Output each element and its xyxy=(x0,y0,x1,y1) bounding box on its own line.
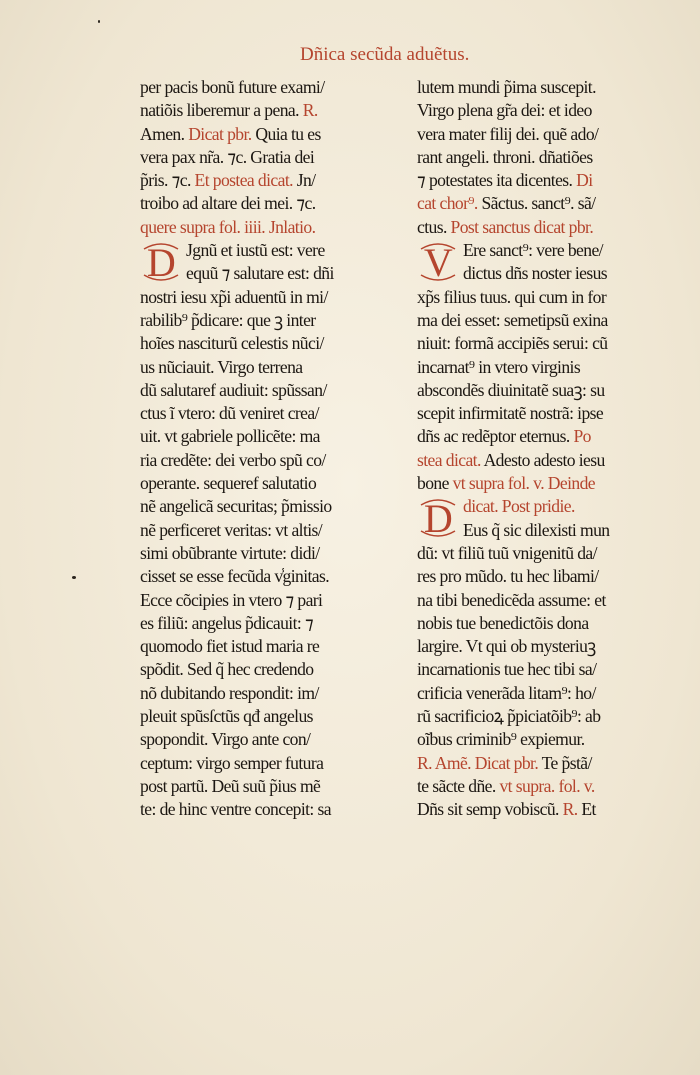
body-text: incarnationis tue hec tibi sa/ xyxy=(417,659,597,680)
body-text: nostri iesu xp̃i aduentũ in mi/ xyxy=(140,286,328,307)
body-text: simi obũbrante virtute: didi/ xyxy=(140,542,320,563)
text-line xyxy=(417,123,679,146)
body-text: Adesto adesto iesu xyxy=(483,449,605,470)
text-line xyxy=(417,286,679,309)
text-line xyxy=(417,542,679,565)
ink-speck xyxy=(98,20,100,23)
body-text: scepit infirmitatẽ nostrã: ipse xyxy=(417,403,604,424)
body-text: Et xyxy=(581,799,596,820)
text-line xyxy=(140,356,402,379)
body-text: Sãctus. sanct⁹. sã/ xyxy=(481,193,596,214)
svg-text:D: D xyxy=(146,241,176,284)
body-text: cisset se esse fecũda v̾ginitas. xyxy=(140,566,330,587)
text-line xyxy=(140,728,402,751)
text-line xyxy=(417,379,679,402)
body-text: dũ: vt filiũ tuũ vnigenitũ da/ xyxy=(417,542,597,563)
text-line xyxy=(417,425,679,448)
body-text: Virgo plena gr̃a dei: et ideo xyxy=(417,100,592,121)
body-text: operante. sequeref salutatio xyxy=(140,473,317,494)
text-line xyxy=(140,658,402,681)
ink-speck xyxy=(72,576,76,579)
left-column xyxy=(140,76,402,822)
body-text: Eus q̃ sic dilexisti mun xyxy=(463,519,610,540)
body-text: uit. vt gabriele pollicẽte: ma xyxy=(140,426,320,447)
text-line xyxy=(140,332,402,355)
rubric-text: Po xyxy=(573,426,591,447)
text-line xyxy=(417,798,679,821)
text-line xyxy=(417,356,679,379)
body-text: ma dei esset: semetipsũ exina xyxy=(417,309,608,330)
text-line xyxy=(186,262,402,285)
body-text: spõdit. Sed q̃ hec credendo xyxy=(140,659,314,680)
body-text: rũ sacrificioꝝ p̃piciatõib⁹: ab xyxy=(417,706,601,727)
rubric-text: cat chor⁹. xyxy=(417,193,482,214)
rubric-text: Di xyxy=(576,170,593,191)
body-text: us nũciauit. Virgo terrena xyxy=(140,356,303,377)
text-line xyxy=(140,705,402,728)
rubric-text: R. Amẽ. Dicat pbr. xyxy=(417,752,542,773)
text-line xyxy=(417,472,679,495)
body-text: nẽ angelicã securitas; p̃missio xyxy=(140,496,332,517)
body-text: dñs ac redẽptor eternus. xyxy=(417,426,574,447)
body-text: lutem mundi p̃ima suscepit. xyxy=(417,77,596,97)
body-text: quomodo fiet istud maria re xyxy=(140,636,320,657)
text-line xyxy=(417,612,679,635)
body-text: te: de hinc ventre concepit: sa xyxy=(140,799,331,820)
body-text: Quia tu es xyxy=(255,123,321,144)
body-text: natiõis liberemur a pena. xyxy=(140,100,303,121)
text-line xyxy=(140,682,402,705)
text-line xyxy=(417,99,679,122)
text-line xyxy=(417,635,679,658)
body-text: bone xyxy=(417,473,453,494)
rubric-text: Post sanctus dicat pbr. xyxy=(450,216,594,237)
text-line xyxy=(417,146,679,169)
body-text: rant angeli. throni. dñatiões xyxy=(417,146,593,167)
body-text: vera mater filij dei. quẽ ado/ xyxy=(417,123,599,144)
text-line xyxy=(417,752,679,775)
body-text: Te p̃stã/ xyxy=(541,752,592,773)
rubric-text: R. xyxy=(562,799,582,820)
running-header: Dñica secũda aduẽtus. xyxy=(300,44,470,65)
text-line xyxy=(140,123,402,146)
decorated-initial xyxy=(140,241,182,283)
body-text: na tibi benedicẽda assume: et xyxy=(417,589,606,610)
text-line xyxy=(140,519,402,542)
body-text: nobis tue benedictõis dona xyxy=(417,612,589,633)
text-line xyxy=(417,449,679,472)
right-column xyxy=(417,76,679,822)
body-text: Ere sanct⁹: vere bene/ xyxy=(463,240,603,261)
body-text: dictus dñs noster iesus xyxy=(463,263,608,284)
body-text: ceptum: virgo semper futura xyxy=(140,752,324,773)
text-line xyxy=(140,425,402,448)
text-line xyxy=(140,635,402,658)
body-text: abscondẽs diuinitatẽ suaꝫ: su xyxy=(417,379,605,400)
body-text: crificia venerãda litam⁹: ho/ xyxy=(417,682,596,703)
body-text: xp̃s filius tuus. qui cum in for xyxy=(417,286,607,307)
svg-text:V: V xyxy=(423,241,453,284)
body-text: largire. Vt qui ob mysteriuꝫ xyxy=(417,636,596,657)
text-line xyxy=(417,682,679,705)
body-text: Amen. xyxy=(140,123,189,144)
text-line xyxy=(417,775,679,798)
body-text: ⁊ potestates ita dicentes. xyxy=(417,170,577,191)
text-line xyxy=(140,286,402,309)
text-line xyxy=(140,495,402,518)
text-line xyxy=(140,612,402,635)
text-line xyxy=(140,542,402,565)
text-line xyxy=(463,519,679,542)
rubric-text: Dicat pbr. xyxy=(188,123,256,144)
body-text: Jn/ xyxy=(296,170,316,191)
text-line xyxy=(417,565,679,588)
body-text: equũ ⁊ salutare est: dñi xyxy=(186,263,334,284)
text-line xyxy=(417,192,679,215)
body-text: vera pax nr̃a. ⁊c. Gratia dei xyxy=(140,146,315,167)
rubric-text: vt supra fol. v. Deinde xyxy=(452,473,595,494)
text-line xyxy=(140,565,402,588)
body-text: ctus ĩ vtero: dũ veniret crea/ xyxy=(140,403,319,424)
text-line xyxy=(417,216,679,239)
svg-text:D: D xyxy=(423,497,453,540)
body-text: ctus. xyxy=(417,216,451,237)
body-text: spopondit. Virgo ante con/ xyxy=(140,729,311,750)
body-text: te sãcte dñe. xyxy=(417,775,500,796)
body-text: troibo ad altare dei mei. ⁊c. xyxy=(140,193,316,214)
body-text: p̃ris. ⁊c. xyxy=(140,170,195,191)
text-line xyxy=(140,798,402,821)
rubric-text: Et postea dicat. xyxy=(194,170,297,191)
body-text: hoĩes nasciturũ celestis nũci/ xyxy=(140,333,324,354)
text-line xyxy=(417,728,679,751)
rubric-text: quere supra fol. iiii. Jnlatio. xyxy=(140,216,316,237)
text-line xyxy=(417,658,679,681)
text-line xyxy=(140,76,402,99)
decorated-initial xyxy=(417,241,459,283)
text-line xyxy=(140,472,402,495)
body-text: per pacis bonũ future exami/ xyxy=(140,77,325,97)
text-line xyxy=(140,379,402,402)
body-text: nẽ perficeret veritas: vt altis/ xyxy=(140,519,323,540)
body-text: es filiũ: angelus p̃dicauit: ⁊ xyxy=(140,612,314,633)
text-line xyxy=(417,705,679,728)
text-line xyxy=(417,76,679,99)
text-line xyxy=(140,775,402,798)
text-line xyxy=(140,589,402,612)
text-line xyxy=(140,192,402,215)
body-text: rabilib⁹ p̃dicare: que ꝫ inter xyxy=(140,309,316,330)
body-text: Dñs sit semp vobiscũ. xyxy=(417,799,563,820)
text-line xyxy=(463,262,679,285)
text-line xyxy=(140,216,402,239)
text-line xyxy=(140,402,402,425)
text-line xyxy=(417,169,679,192)
rubric-text: stea dicat. xyxy=(417,449,484,470)
rubric-text: R. xyxy=(302,100,318,121)
body-text: niuit: formã accipiẽs serui: cũ xyxy=(417,333,608,354)
body-text: ria credẽte: dei verbo spũ co/ xyxy=(140,449,326,470)
rubric-text: vt supra. fol. v. xyxy=(499,775,595,796)
text-line xyxy=(140,169,402,192)
text-line xyxy=(140,99,402,122)
body-text: res pro mũdo. tu hec libami/ xyxy=(417,566,599,587)
text-line xyxy=(417,589,679,612)
body-text: pleuit spũsſctũs qđ angelus xyxy=(140,706,313,727)
text-line xyxy=(140,146,402,169)
text-line xyxy=(417,402,679,425)
body-text: oĩbus criminib⁹ expiemur. xyxy=(417,729,585,750)
text-line xyxy=(140,449,402,472)
text-line xyxy=(140,752,402,775)
rubric-text: dicat. Post pridie. xyxy=(463,496,575,517)
text-line xyxy=(417,309,679,332)
body-text: Jgnũ et iustũ est: vere xyxy=(186,240,325,261)
body-text: incarnat⁹ in vtero virginis xyxy=(417,356,581,377)
body-text: post partũ. Deũ suũ p̃ius mẽ xyxy=(140,775,321,796)
body-text: Ecce cõcipies in vtero ⁊ pari xyxy=(140,589,323,610)
body-text: dũ salutaref audiuit: spũssan/ xyxy=(140,379,327,400)
text-line xyxy=(140,309,402,332)
text-line xyxy=(417,332,679,355)
body-text: nõ dubitando respondit: im/ xyxy=(140,682,319,703)
decorated-initial xyxy=(417,497,459,539)
